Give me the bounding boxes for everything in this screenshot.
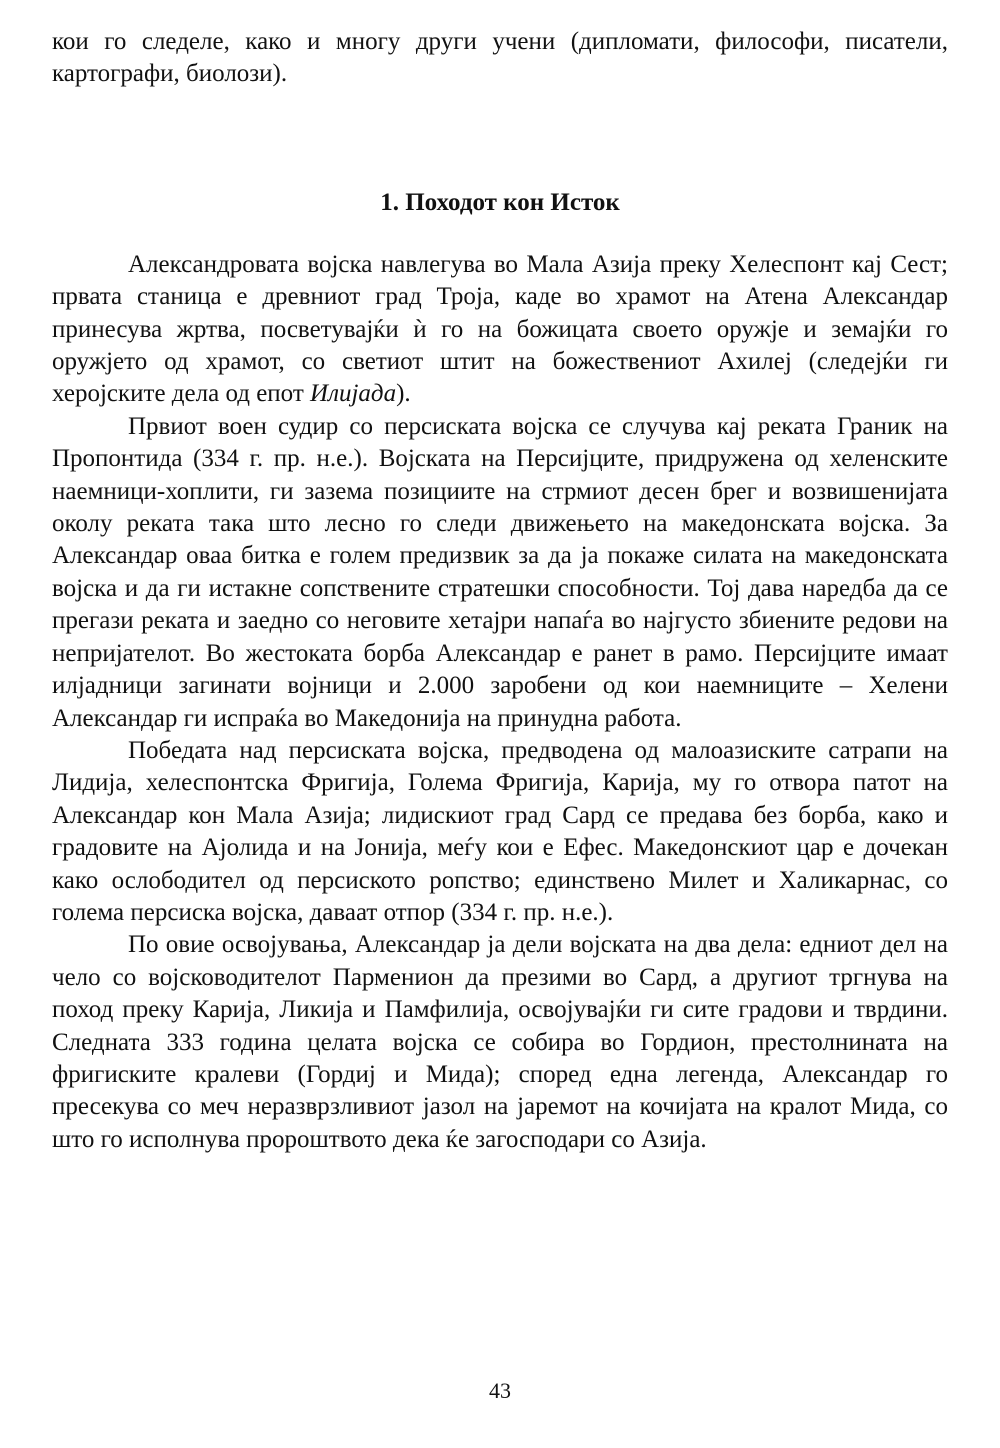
page-body (52, 26, 948, 1156)
paragraph-1-end: ). (396, 380, 411, 408)
page-number: 43 (489, 1378, 511, 1403)
paragraph-4: По овие освојувања, Александар ја дели војската на два дела: едниот дел на чело со војсководителот Парменион да презими во Сард, а другиот тргнува на поход преку Карија, Ликија и Памфилија, освојувајќи ги сите градови и тврдини. Следната 333 година целата војска се собира во Гордион, престолнината на фригиските кралеви (Гордиј и Мида); според една легенда, Александар го пресекува со меч неразврзливиот јазол на јаремот на кочијата на кралот Мида, со што го исполнува пророштвото дека ќе загосподари со Азија. (52, 931, 948, 1153)
paragraph-1 (52, 249, 948, 411)
paragraph-3: Победата над персиската војска, предводена од малоазиските сатрапи на Лидија, хелеспонтска Фригија, Голема Фригија, Карија, му го отвора патот на Александар кон Мала Азија; лидискиот град Сард се предава без борба, како и градовите на Ајолида и на Јонија, меѓу кои е Ефес. Македонскиот цар е дочекан како ослободител од персиското ропство; единствено Милет и Халикарнас, со голема персиска војска, даваат отпор (334 г. пр. н.е.). (52, 736, 948, 926)
paragraph-1-italic-title: Илијада (310, 380, 397, 408)
paragraph-2: Првиот воен судир со персиската војска се случува кај реката Граник на Пропонтида (334 г. пр. н.е.). Војската на Персијците, придружена од хеленските наемници-хоплити, ги зазема позициите на стрмиот десен брег и возвишенијата околу реката така што лесно го следи движењето на македонската војска. За Александар оваа битка е голем предизвик за да ја покаже силата на македонската војска и да ги истакне сопствените стратешки способности. Тој дава наредба да се прегази реката и заедно со неговите хетајри напаѓа во најгусто збиените редови на непријателот. Во жестоката борба Александар е ранет в рамо. Персијците имаат илјадници загинати војници и 2.000 заробени од кои наемниците – Хелени Александар ги испраќа во Македонија на принудна работа. (52, 412, 948, 732)
paragraph-1-text: Александровата војска навлегува во Мала Азија преку Хелеспонт кај Сест; првата станица е древниот град Троја, каде во храмот на Атена Александар принесува жртва, посветувајќи ѝ го на божицата своето оружје и земајќи го оружјето од храмот, со светиот штит на божествениот Ахилеј (следејќи ги херојските дела од епот (52, 250, 948, 408)
section-heading: 1. Походот кон Исток (380, 188, 620, 216)
continuation-paragraph: кои го следеле, како и многу други учени (дипломати, философи, писатели, картографи, биолози). (52, 28, 948, 88)
